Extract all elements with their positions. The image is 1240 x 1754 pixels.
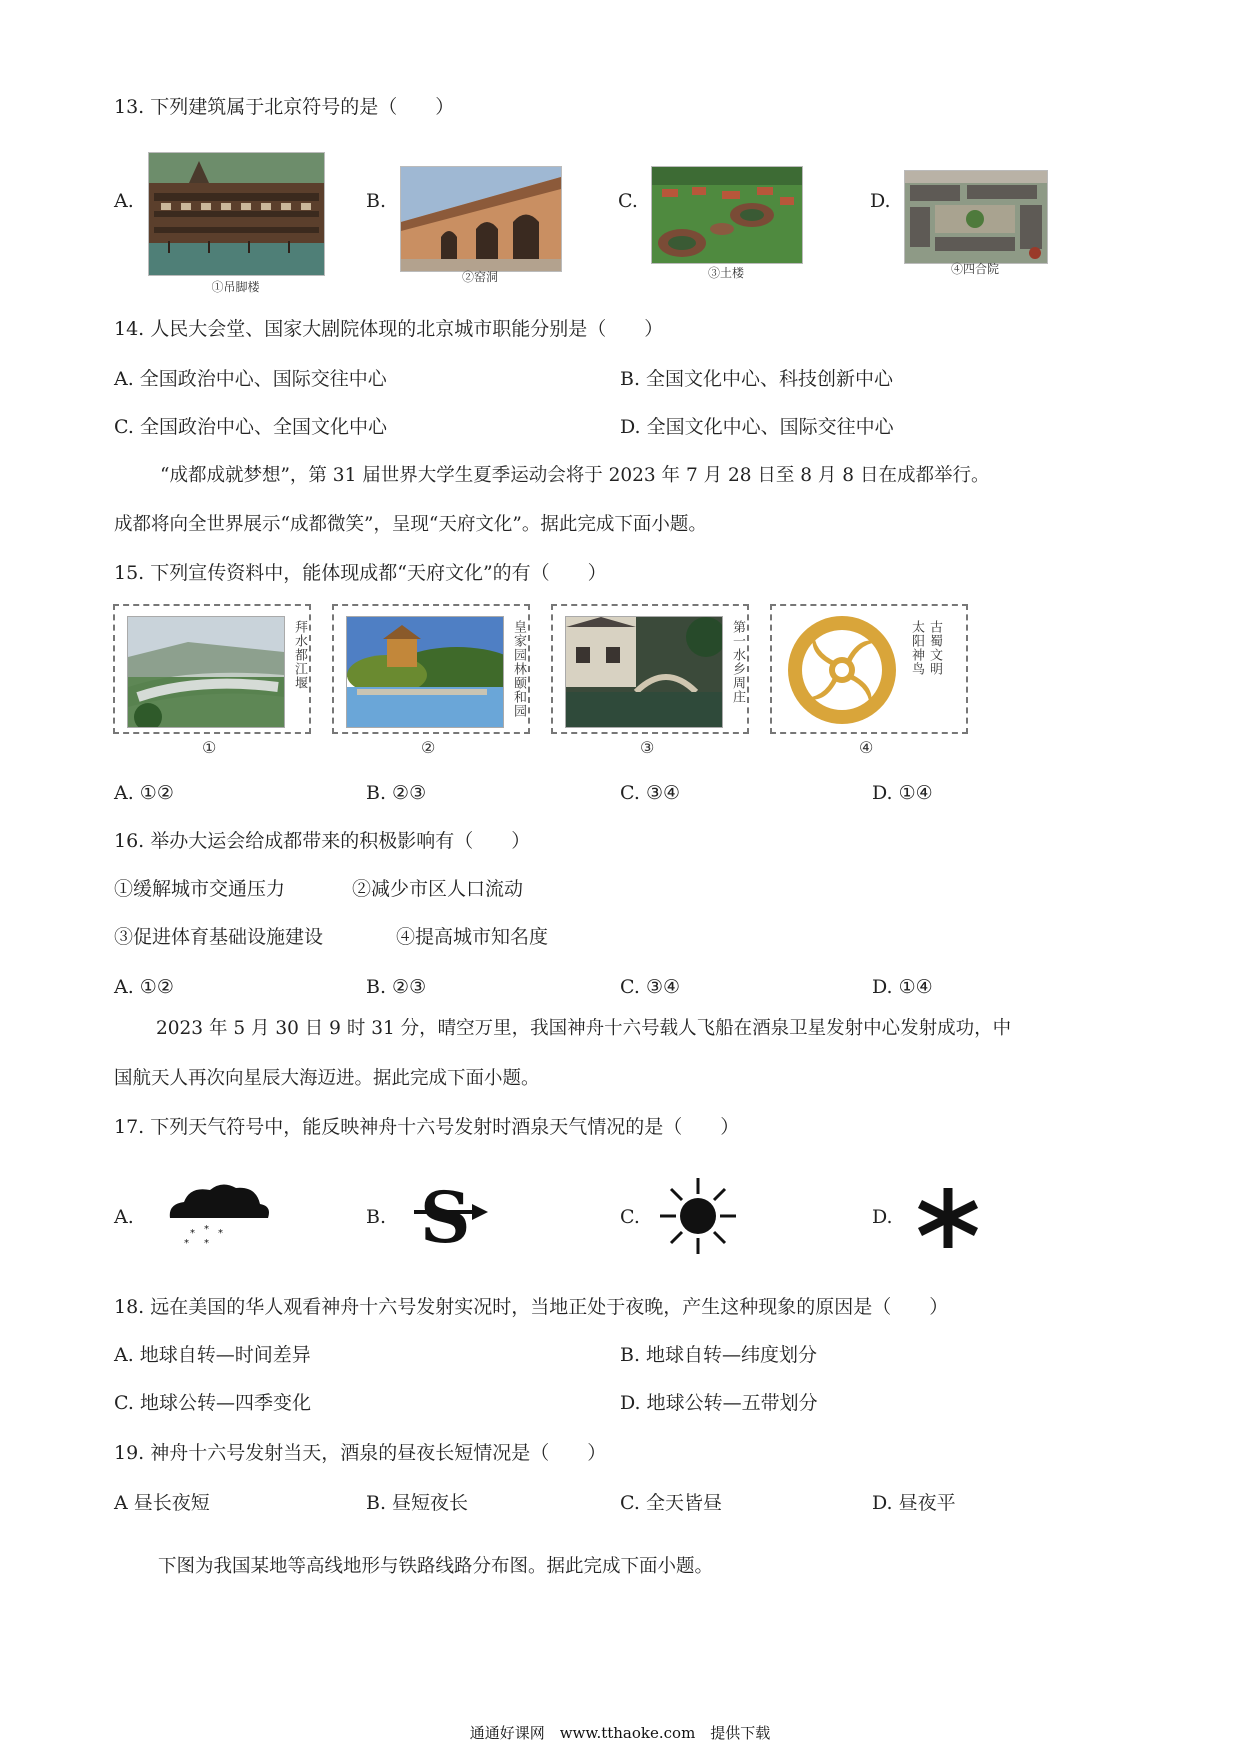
page-footer: 通通好课网 www.tthaoke.com 提供下载 bbox=[469, 1724, 771, 1742]
sandstorm-icon bbox=[412, 1176, 492, 1250]
q13-option-a-letter: A. bbox=[114, 190, 134, 212]
card-summer-palace bbox=[332, 604, 530, 734]
q16-option-a: A. ①② bbox=[114, 976, 174, 998]
intro-shenzhou-line1: 2023 年 5 月 30 日 9 时 31 分，晴空万里，我国神舟十六号载人飞船在酒泉卫星发射中心发射成功，中 bbox=[156, 1018, 1012, 1039]
intro-contour-map: 下图为我国某地等高线地形与铁路线路分布图。据此完成下面小题。 bbox=[158, 1556, 714, 1577]
q14-option-a: A. 全国政治中心、国际交往中心 bbox=[114, 368, 387, 390]
card-4-caption-right: 古蜀文明 bbox=[927, 620, 942, 676]
q19-option-a: A 昼长夜短 bbox=[114, 1492, 210, 1514]
q16-statement-4: ④提高城市知名度 bbox=[396, 926, 549, 948]
cloud-snow-icon bbox=[164, 1180, 272, 1250]
q16-statement-3: ③促进体育基础设施建设 bbox=[114, 926, 324, 948]
card-sun-bird bbox=[770, 604, 968, 734]
card-2-caption: 皇家园林颐和园 bbox=[511, 620, 526, 718]
card-1-number: ① bbox=[202, 738, 217, 757]
q13-caption-b: ②窑洞 bbox=[461, 270, 498, 284]
svg-text:*: * bbox=[204, 1224, 209, 1235]
sun-bird-emblem bbox=[786, 614, 898, 726]
card-1-caption: 拜水都江堰 bbox=[292, 620, 307, 690]
q16-statement-2: ②减少市区人口流动 bbox=[352, 878, 524, 900]
card-4-number: ④ bbox=[859, 738, 874, 757]
question-16-stem: 16. 举办大运会给成都带来的积极影响有（ ） bbox=[114, 830, 531, 852]
q16-option-d: D. ①④ bbox=[872, 976, 933, 998]
snowflake-icon bbox=[914, 1184, 982, 1252]
q13-option-b-letter: B. bbox=[366, 190, 387, 212]
svg-text:*: * bbox=[218, 1228, 223, 1239]
q15-option-b: B. ②③ bbox=[366, 782, 427, 804]
q17-option-c-letter: C. bbox=[620, 1206, 640, 1228]
q15-option-a: A. ①② bbox=[114, 782, 174, 804]
q13-option-d-letter: D. bbox=[870, 190, 891, 212]
dujiangyan-photo bbox=[127, 616, 285, 728]
summer-palace-photo bbox=[346, 616, 504, 728]
courtyard-house-photo bbox=[904, 170, 1048, 264]
q17-option-b-letter: B. bbox=[366, 1206, 387, 1228]
card-3-caption: 第一水乡周庄 bbox=[730, 620, 745, 704]
question-13-stem: 13. 下列建筑属于北京符号的是（ ） bbox=[114, 96, 455, 118]
earth-building-photo bbox=[651, 166, 803, 264]
q13-caption-a: ①吊脚楼 bbox=[211, 280, 260, 294]
q14-option-c: C. 全国政治中心、全国文化中心 bbox=[114, 416, 387, 438]
q14-option-d: D. 全国文化中心、国际交往中心 bbox=[620, 416, 894, 438]
svg-text:*: * bbox=[204, 1238, 209, 1249]
card-3-number: ③ bbox=[640, 738, 655, 757]
question-14-stem: 14. 人民大会堂、国家大剧院体现的北京城市职能分别是（ ） bbox=[114, 318, 664, 340]
q17-option-a-letter: A. bbox=[114, 1206, 134, 1228]
card-dujiangyan bbox=[113, 604, 311, 734]
q18-option-d: D. 地球公转—五带划分 bbox=[620, 1392, 818, 1414]
q18-option-b: B. 地球自转—纬度划分 bbox=[620, 1344, 818, 1366]
intro-shenzhou-line2: 国航天人再次向星辰大海迈进。据此完成下面小题。 bbox=[114, 1068, 540, 1089]
q13-caption-d: ④四合院 bbox=[950, 262, 999, 276]
q17-option-d-letter: D. bbox=[872, 1206, 893, 1228]
q16-option-c: C. ③④ bbox=[620, 976, 681, 998]
sunny-icon bbox=[658, 1176, 738, 1256]
q14-option-b: B. 全国文化中心、科技创新中心 bbox=[620, 368, 894, 390]
zhouzhuang-photo bbox=[565, 616, 723, 728]
q15-option-c: C. ③④ bbox=[620, 782, 681, 804]
q13-option-c-letter: C. bbox=[618, 190, 638, 212]
question-17-stem: 17. 下列天气符号中，能反映神舟十六号发射时酒泉天气情况的是（ ） bbox=[114, 1116, 740, 1138]
q18-option-c: C. 地球公转—四季变化 bbox=[114, 1392, 311, 1414]
question-19-stem: 19. 神舟十六号发射当天，酒泉的昼夜长短情况是（ ） bbox=[114, 1442, 607, 1464]
question-15-stem: 15. 下列宣传资料中，能体现成都“天府文化”的有（ ） bbox=[114, 562, 607, 584]
cave-dwelling-photo bbox=[400, 166, 562, 272]
q19-option-d: D. 昼夜平 bbox=[872, 1492, 956, 1514]
intro-universiade-line1: “成都成就梦想”，第 31 届世界大学生夏季运动会将于 2023 年 7 月 28 日至 8 月 8 日在成都举行。 bbox=[160, 465, 990, 486]
intro-universiade-line2: 成都将向全世界展示“成都微笑”，呈现“天府文化”。据此完成下面小题。 bbox=[114, 514, 707, 535]
q19-option-b: B. 昼短夜长 bbox=[366, 1492, 469, 1514]
card-zhouzhuang bbox=[551, 604, 749, 734]
svg-text:*: * bbox=[184, 1238, 189, 1249]
question-18-stem: 18. 远在美国的华人观看神舟十六号发射实况时，当地正处于夜晚，产生这种现象的原因是（ ） bbox=[114, 1296, 949, 1318]
q18-option-a: A. 地球自转—时间差异 bbox=[114, 1344, 311, 1366]
q15-option-d: D. ①④ bbox=[872, 782, 933, 804]
q13-caption-c: ③土楼 bbox=[707, 266, 744, 280]
stilt-house-photo bbox=[148, 152, 325, 276]
svg-text:*: * bbox=[190, 1228, 195, 1239]
card-4-caption-left: 太阳神鸟 bbox=[909, 620, 924, 676]
q16-option-b: B. ②③ bbox=[366, 976, 427, 998]
card-2-number: ② bbox=[421, 738, 436, 757]
q19-option-c: C. 全天皆昼 bbox=[620, 1492, 722, 1514]
q16-statement-1: ①缓解城市交通压力 bbox=[114, 878, 286, 900]
svg-text:S: S bbox=[420, 1176, 471, 1250]
